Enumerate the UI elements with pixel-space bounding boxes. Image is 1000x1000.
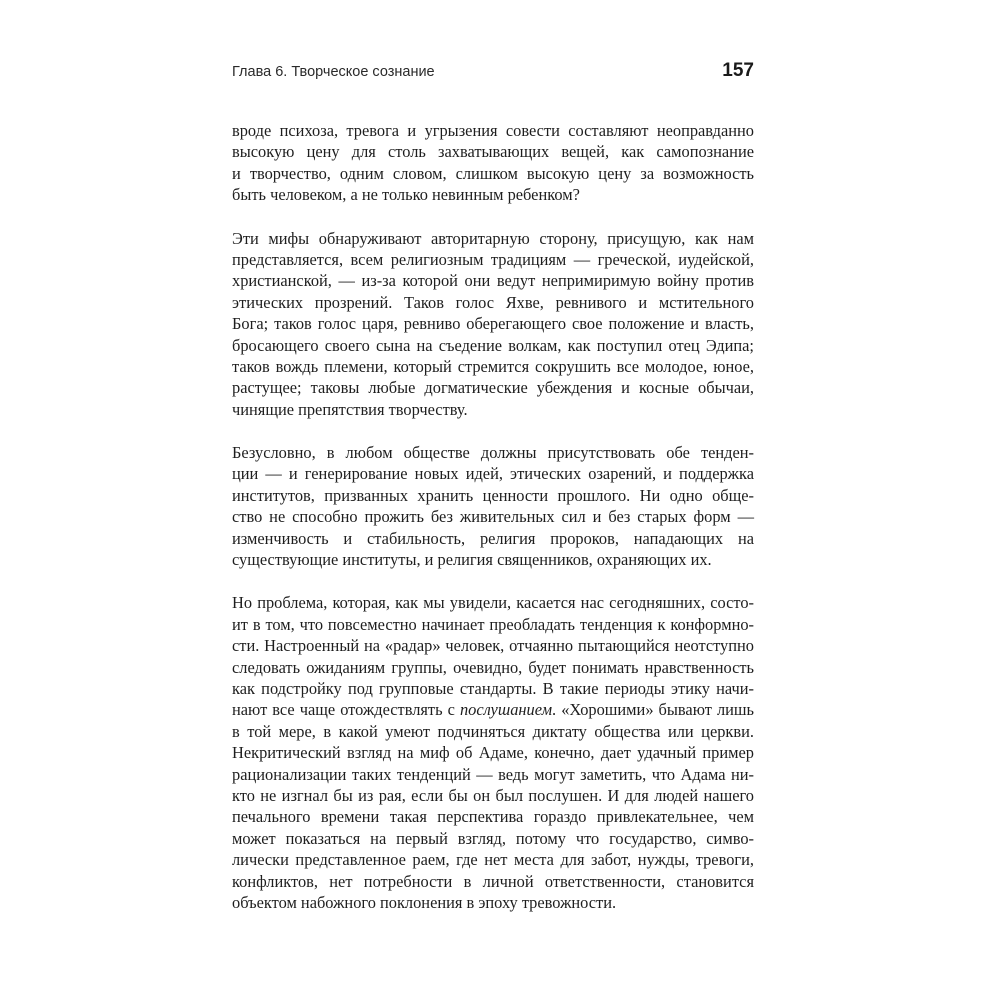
paragraph-4 (232, 592, 754, 913)
text-line: растущее; таковы любые догматические убеждения и косные обычаи, (232, 378, 754, 398)
text-line: этических прозрений. Таков голос Яхве, ревнивого и мстительного (232, 292, 754, 312)
text-line: кто не изгнал бы из рая, если бы он был послушен. И для людей нашего (232, 785, 754, 805)
text-line: бросающего своего сына на съедение волкам, как поступил отец Эдипа; (232, 335, 754, 355)
chapter-title: Глава 6. Творческое сознание (232, 64, 435, 80)
text-line: ит в том, что повсеместно начинает преобладать тенденция к конформно- (232, 614, 754, 634)
text-line: может показаться на первый взгляд, потому что государство, симво- (232, 828, 754, 848)
text-line: конфликтов, нет потребности в личной ответственности, становится (232, 871, 754, 891)
text-line: печального времени такая перспектива гораздо привлекательнее, чем (232, 807, 754, 827)
text-line: чинящие препятствия творчеству. (232, 399, 468, 419)
text-line: Эти мифы обнаруживают авторитарную сторону, присущую, как нам (232, 228, 754, 248)
text-line: нают все чаще отождествлять с послушанием. «Хорошими» бывают лишь (232, 700, 754, 720)
text-line: институтов, призванных хранить ценности прошлого. Ни одно обще- (232, 485, 754, 505)
text-line: христианской, — из-за которой они ведут непримиримую войну против (232, 271, 754, 291)
running-head (232, 60, 754, 84)
text-line: Но проблема, которая, как мы увидели, касается нас сегодняшних, состо- (232, 593, 754, 613)
text-line: существующие институты, и религия священников, охраняющих их. (232, 550, 712, 570)
paragraph-2 (232, 228, 754, 421)
text-line: высокую цену для столь захватывающих вещей, как самопознание (232, 142, 754, 162)
text-line: ство не способно прожить без живительных сил и без старых форм — (232, 507, 754, 527)
text-line: в той мере, в какой умеют подчиняться диктату общества или церкви. (232, 721, 754, 741)
paragraph-3 (232, 442, 754, 570)
text-line: сти. Настроенный на «радар» человек, отчаянно пытающийся неотступно (232, 636, 754, 656)
text-line: объектом набожного поклонения в эпоху тревожности. (232, 892, 617, 912)
text-line: следовать ожиданиям группы, очевидно, будет понимать нравственность (232, 657, 754, 677)
text-line: ции — и генерирование новых идей, этических озарений, и поддержка (232, 464, 754, 484)
emphasized-word: послушанием (459, 700, 553, 720)
text-line: вроде психоза, тревога и угрызения совести составляют неоправданно (232, 121, 754, 140)
text-line: быть человеком, а не только невинным ребенком? (232, 185, 580, 205)
body-text (232, 120, 754, 935)
text-line: Безусловно, в любом обществе должны присутствовать обе тенден- (232, 443, 754, 463)
text-line: лически представленное раем, где нет места для забот, нужды, тревоги, (232, 850, 754, 870)
page-number: 157 (722, 60, 754, 81)
text-line: таков вождь племени, который стремится сокрушить все молодое, юное, (232, 356, 754, 376)
text-line: Бога; таков голос царя, ревниво оберегающего свое положение и власть, (232, 314, 754, 334)
text-line: Некритический взгляд на миф об Адаме, конечно, дает удачный пример (232, 743, 754, 763)
paragraph-1 (232, 120, 754, 206)
text-line: представляется, всем религиозным традициям — греческой, иудейской, (232, 249, 754, 269)
text-line: как подстройку под групповые стандарты. В такие периоды этику начи- (232, 678, 754, 698)
text-line: и творчество, одним словом, слишком высокую цену за возможность (232, 163, 754, 183)
text-line: рационализации таких тенденций — ведь могут заметить, что Адама ни- (232, 764, 754, 784)
text-line: изменчивость и стабильность, религия пророков, нападающих на (232, 528, 754, 548)
